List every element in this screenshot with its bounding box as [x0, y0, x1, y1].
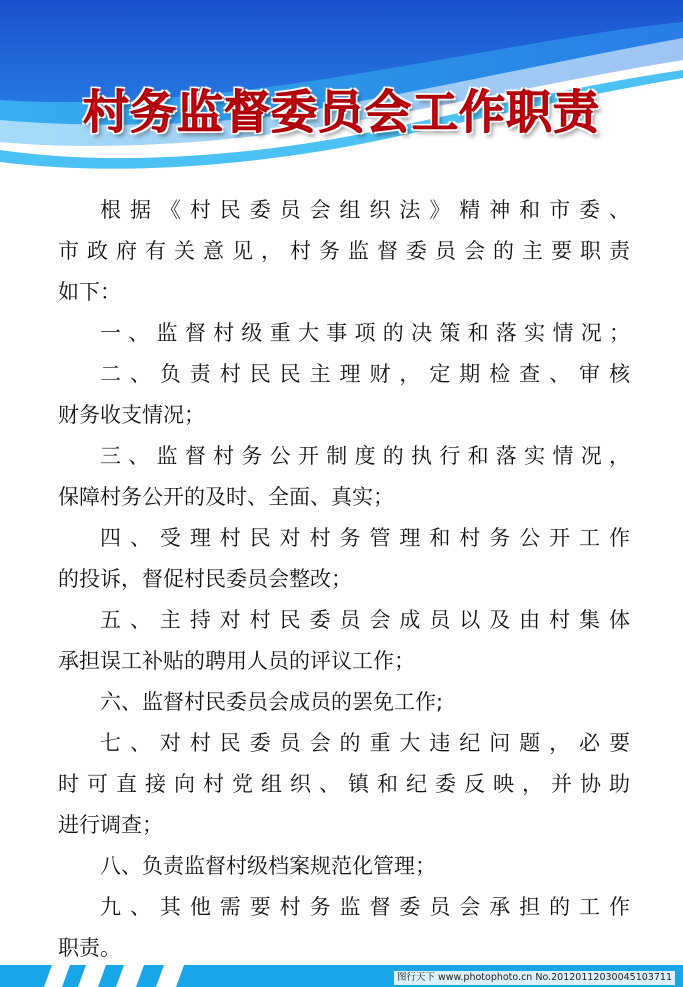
- text-line: 保障村务公开的及时、全面、真实；: [58, 485, 394, 509]
- text-line: 进行调查；: [58, 813, 163, 837]
- duty-item-8: 八、负责监督村级档案规范化管理；: [100, 854, 436, 878]
- text-line: 根据《村民委员会组织法》精神和市委、: [100, 198, 630, 222]
- duty-item-7: 七、对村民委员会的重大违纪问题，必要: [100, 731, 630, 755]
- watermark: 图行天下 www.photophoto.cn No.20120112030045103711: [394, 971, 675, 985]
- duty-item-2: 二、负责村民民主理财，定期检查、审核: [100, 362, 630, 386]
- duty-item-3: 三、监督村务公开制度的执行和落实情况，: [100, 444, 630, 468]
- duty-item-6: 六、监督村民委员会成员的罢免工作;: [100, 690, 444, 714]
- duty-item-9: 九、其他需要村务监督委员会承担的工作: [100, 895, 630, 919]
- duty-item-4: 四、受理村民对村务管理和村务公开工作: [100, 526, 630, 550]
- duty-item-5: 五、主持对村民委员会成员以及由村集体: [100, 608, 630, 632]
- duty-item-1: 一、监督村级重大事项的决策和落实情况；: [100, 321, 630, 345]
- text-line: 如下：: [58, 280, 121, 304]
- text-line: 财务收支情况；: [58, 403, 205, 427]
- text-line: 时可直接向村党组织、镇和纪委反映，并协助: [58, 772, 630, 796]
- text-line: 的投诉，督促村民委员会整改；: [58, 567, 352, 591]
- body-text: [58, 190, 630, 969]
- text-line: 承担误工补贴的聘用人员的评议工作；: [58, 649, 415, 673]
- poster-title: 村务监督委员会工作职责: [83, 85, 600, 139]
- text-line: 职责。: [58, 936, 121, 960]
- text-line: 市政府有关意见，村务监督委员会的主要职责: [58, 239, 630, 263]
